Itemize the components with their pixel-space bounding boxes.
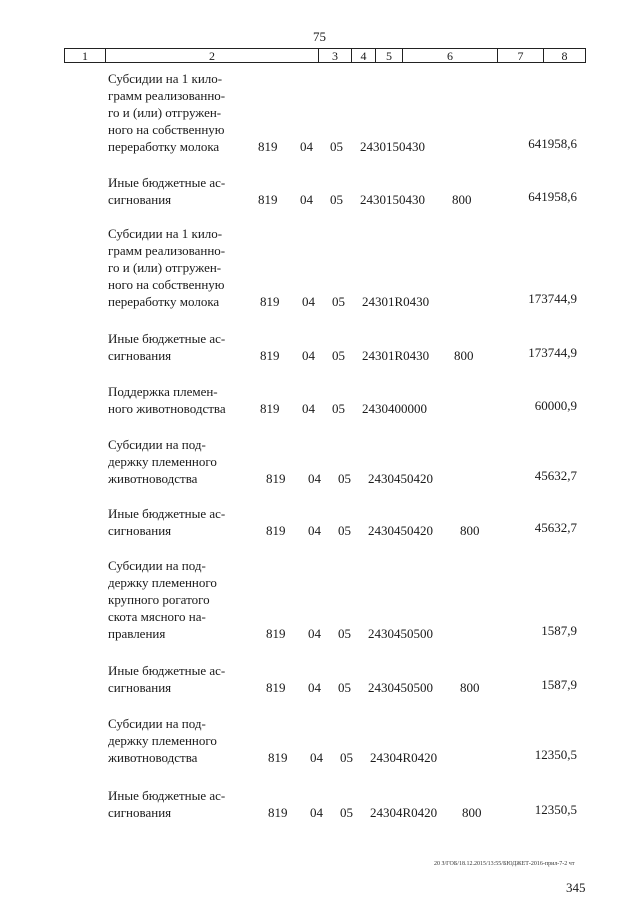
cell-c3: 819 — [260, 401, 280, 416]
header-col-8: 8 — [561, 49, 568, 63]
description-line: го и (или) отгружен- — [108, 260, 222, 275]
cell-c3: 819 — [260, 348, 280, 363]
description-line: Иные бюджетные ас- — [108, 175, 226, 190]
description-line: Субсидии на под- — [108, 716, 206, 731]
cell-amount: 641958,6 — [528, 189, 577, 204]
cell-c4: 04 — [300, 139, 313, 154]
description-line: Субсидии на под- — [108, 558, 206, 573]
cell-c5: 05 — [340, 805, 353, 820]
header-col-4: 4 — [352, 49, 376, 62]
cell-amount: 12350,5 — [534, 802, 577, 817]
cell-c3: 819 — [260, 294, 280, 309]
header-col-5: 5 — [376, 49, 403, 62]
cell-amount: 173744,9 — [528, 291, 577, 306]
description-line: правления — [108, 626, 166, 641]
description-line: крупного рогатого — [108, 592, 210, 607]
description-line: Иные бюджетные ас- — [108, 331, 226, 346]
description-line: ного на собственную — [108, 122, 225, 137]
description-line: грамм реализованно- — [108, 88, 226, 103]
cell-c3: 819 — [266, 471, 286, 486]
description-line: переработку молока — [108, 139, 220, 154]
row-description — [108, 174, 252, 208]
header-col-6: 6 — [403, 49, 498, 62]
cell-c6: 2430450420 — [368, 471, 433, 486]
cell-c7: 800 — [460, 680, 480, 695]
cell-c5: 05 — [330, 139, 343, 154]
description-line: переработку молока — [108, 294, 220, 309]
cell-c7: 800 — [454, 348, 474, 363]
row-description — [108, 225, 252, 310]
description-line: ного животноводства — [108, 401, 226, 416]
cell-c6: 2430450420 — [368, 523, 433, 538]
header-col-7: 7 — [498, 49, 544, 62]
cell-amount: 45632,7 — [534, 468, 577, 483]
cell-c5: 05 — [332, 294, 345, 309]
cell-c5: 05 — [338, 523, 351, 538]
description-line: Субсидии на 1 кило- — [108, 226, 223, 241]
cell-c7: 800 — [460, 523, 480, 538]
cell-c5: 05 — [332, 401, 345, 416]
row-description — [108, 330, 252, 364]
row-description — [108, 383, 252, 417]
cell-c6: 2430150430 — [360, 192, 425, 207]
description-line: сигнования — [108, 805, 172, 820]
description-line: скота мясного на- — [108, 609, 206, 624]
row-description — [108, 715, 252, 766]
cell-c4: 04 — [310, 805, 323, 820]
cell-c6: 24301R0430 — [362, 348, 430, 363]
table-header-row — [64, 48, 586, 63]
description-line: животноводства — [108, 471, 198, 486]
cell-amount: 45632,7 — [534, 520, 577, 535]
page-number-bottom: 345 — [566, 880, 586, 895]
cell-c4: 04 — [302, 294, 315, 309]
cell-c6: 2430150430 — [360, 139, 425, 154]
description-line: Иные бюджетные ас- — [108, 506, 226, 521]
header-col-3: 3 — [319, 49, 352, 62]
cell-c3: 819 — [266, 680, 286, 695]
cell-c6: 2430450500 — [368, 680, 433, 695]
cell-c6: 2430450500 — [368, 626, 433, 641]
cell-c6: 24301R0430 — [362, 294, 430, 309]
cell-c4: 04 — [308, 680, 321, 695]
cell-c4: 04 — [308, 626, 321, 641]
description-line: Иные бюджетные ас- — [108, 788, 226, 803]
cell-c7: 800 — [452, 192, 472, 207]
cell-c5: 05 — [338, 626, 351, 641]
cell-c5: 05 — [338, 680, 351, 695]
description-line: держку племенного — [108, 454, 217, 469]
cell-amount: 173744,9 — [528, 345, 577, 360]
row-description — [108, 505, 252, 539]
row-description — [108, 662, 252, 696]
cell-c5: 05 — [340, 750, 353, 765]
cell-c6: 24304R0420 — [370, 805, 438, 820]
cell-c3: 819 — [266, 523, 286, 538]
row-description — [108, 436, 252, 487]
cell-c5: 05 — [332, 348, 345, 363]
description-line: грамм реализованно- — [108, 243, 226, 258]
cell-c4: 04 — [308, 471, 321, 486]
cell-amount: 641958,6 — [528, 136, 577, 151]
cell-c6: 24304R0420 — [370, 750, 438, 765]
cell-c3: 819 — [268, 750, 288, 765]
description-line: сигнования — [108, 680, 172, 695]
row-description — [108, 787, 252, 821]
cell-c4: 04 — [308, 523, 321, 538]
description-line: го и (или) отгружен- — [108, 105, 222, 120]
description-line: сигнования — [108, 192, 172, 207]
header-col-1: 1 — [65, 49, 106, 62]
cell-c3: 819 — [268, 805, 288, 820]
description-line: Иные бюджетные ас- — [108, 663, 226, 678]
cell-amount: 12350,5 — [534, 747, 577, 762]
cell-c3: 819 — [258, 192, 278, 207]
footer-document-code: 20 З/ГОБ/18.12.2015/13:55/БЮДЖЕТ-2016-прил-7-2 чт — [434, 861, 575, 867]
cell-c3: 819 — [266, 626, 286, 641]
cell-c4: 04 — [302, 348, 315, 363]
cell-c5: 05 — [338, 471, 351, 486]
description-line: ного на собственную — [108, 277, 225, 292]
cell-c7: 800 — [462, 805, 482, 820]
cell-c4: 04 — [302, 401, 315, 416]
description-line: животноводства — [108, 750, 198, 765]
cell-c5: 05 — [330, 192, 343, 207]
row-description — [108, 70, 252, 155]
cell-amount: 1587,9 — [541, 623, 577, 638]
cell-c4: 04 — [310, 750, 323, 765]
cell-c4: 04 — [300, 192, 313, 207]
description-line: Субсидии на 1 кило- — [108, 71, 223, 86]
description-line: держку племенного — [108, 575, 217, 590]
page-number-top: 75 — [313, 29, 326, 44]
cell-c3: 819 — [258, 139, 278, 154]
cell-c6: 2430400000 — [362, 401, 427, 416]
description-line: сигнования — [108, 348, 172, 363]
description-line: держку племенного — [108, 733, 217, 748]
cell-amount: 1587,9 — [541, 677, 577, 692]
header-col-2: 2 — [106, 49, 319, 62]
row-description — [108, 557, 252, 642]
cell-amount: 60000,9 — [534, 398, 577, 413]
description-line: сигнования — [108, 523, 172, 538]
description-line: Поддержка племен- — [108, 384, 218, 399]
description-line: Субсидии на под- — [108, 437, 206, 452]
